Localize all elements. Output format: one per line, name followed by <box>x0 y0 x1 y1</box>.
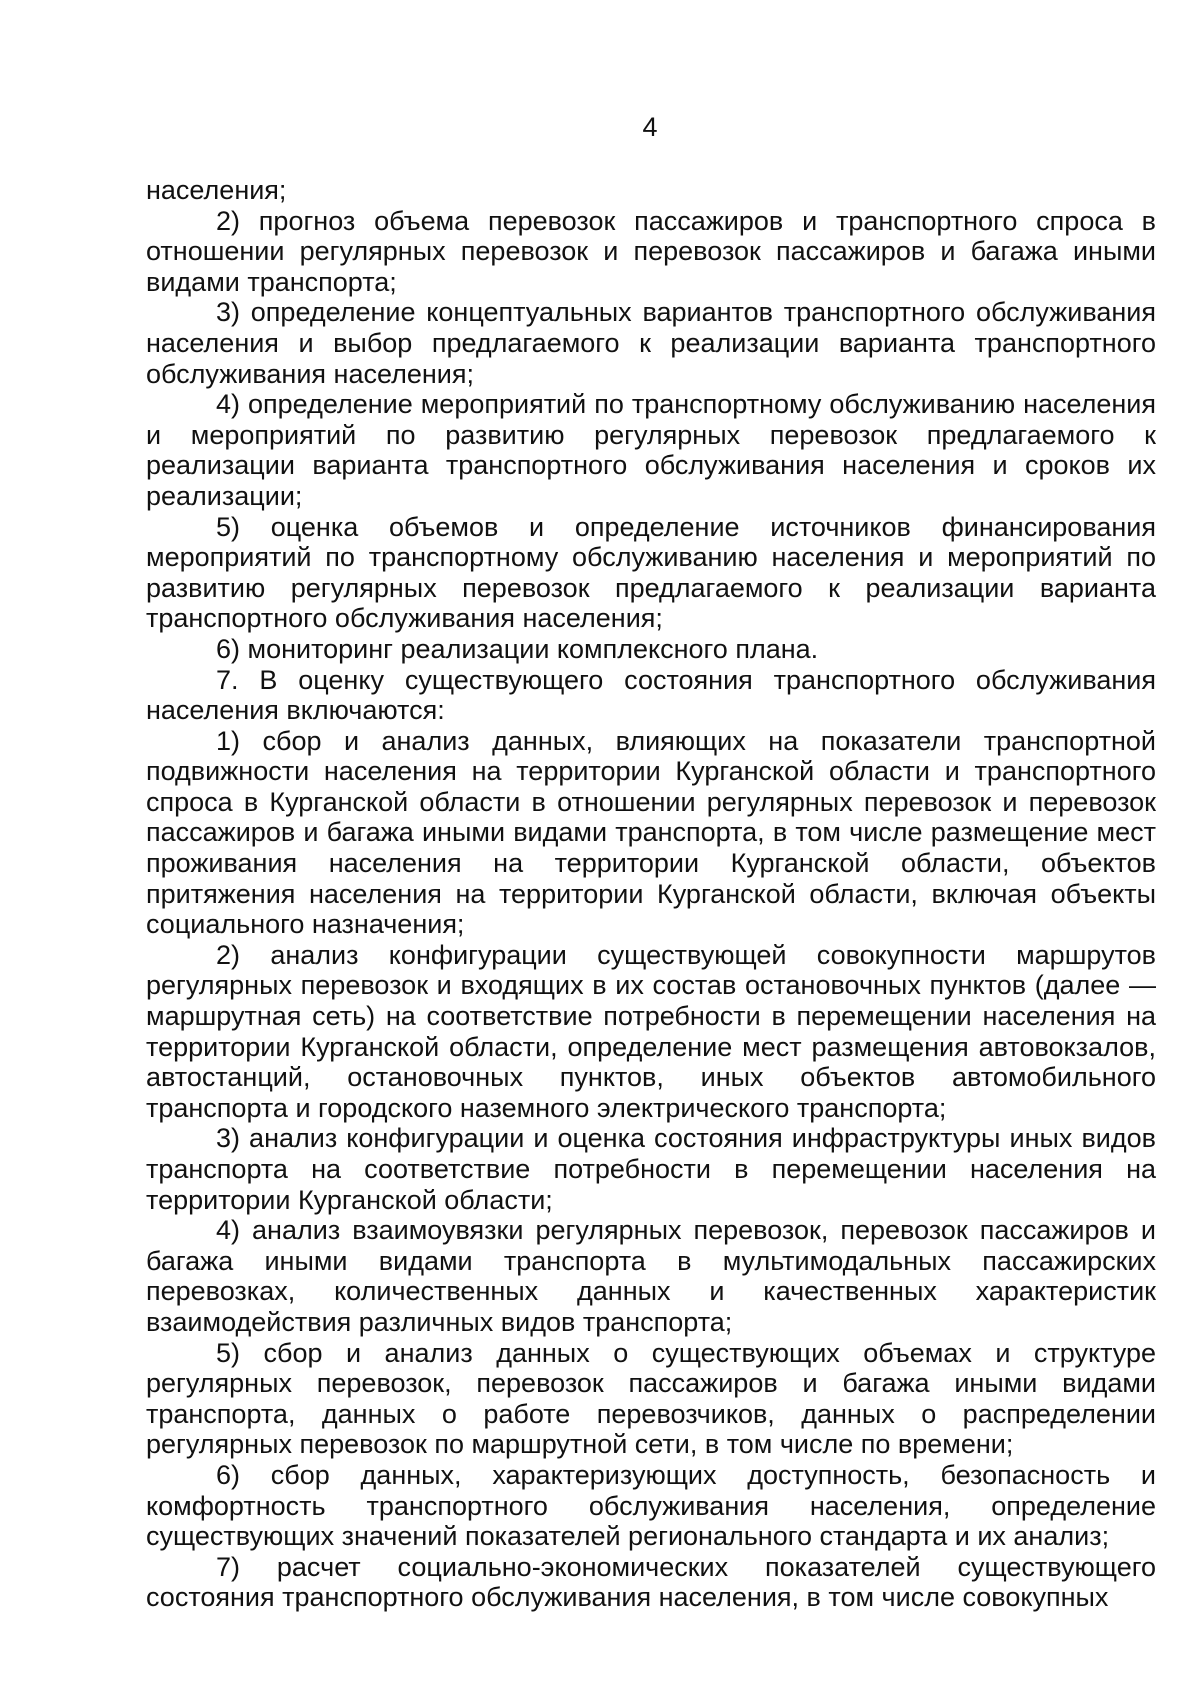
paragraph-section-7-item-3: 3) анализ конфигурации и оценка состояния инфраструктуры иных видов транспорта на соответствие потребности в перемещении населения на территории Курганской области; <box>146 1123 1156 1215</box>
document-body <box>146 175 1156 1613</box>
paragraph-section-7-item-2: 2) анализ конфигурации существующей совокупности маршрутов регулярных перевозок и входящих в их состав остановочных пунктов (далее — маршрутная сеть) на соответствие потребности в перемещении населения на территории Курганской области, определение мест размещения автовокзалов, автостанций, остановочных пунктов, иных объектов автомобильного транспорта и городского наземного электрического транспорта; <box>146 939 1156 1123</box>
paragraph-continuation: населения; <box>146 175 287 205</box>
paragraph-section-7-item-1: 1) сбор и анализ данных, влияющих на показатели транспортной подвижности населения на территории Курганской области и транспортного спроса в Курганской области в отношении регулярных перевозок и перевозок пассажиров и багажа иными видами транспорта, в том числе размещение мест проживания населения на территории Курганской области, объектов притяжения населения на территории Курганской области, включая объекты социального назначения; <box>146 725 1156 940</box>
page-number: 4 <box>642 112 658 142</box>
paragraph-section-7: 7. В оценку существующего состояния транспортного обслуживания населения включаются: <box>146 664 1156 726</box>
paragraph-item-6: 6) мониторинг реализации комплексного плана. <box>216 633 819 664</box>
paragraph-item-2: 2) прогноз объема перевозок пассажиров и транспортного спроса в отношении регулярных перевозок и перевозок пассажиров и багажа иными видами транспорта; <box>146 205 1156 297</box>
paragraph-item-5: 5) оценка объемов и определение источников финансирования мероприятий по транспортному обслуживанию населения и мероприятий по развитию регулярных перевозок предлагаемого к реализации варианта транспортного обслуживания населения; <box>146 511 1156 634</box>
paragraph-section-7-item-7: 7) расчет социально-экономических показателей существующего состояния транспортного обслуживания населения, в том числе совокупных <box>146 1551 1156 1613</box>
paragraph-section-7-item-5: 5) сбор и анализ данных о существующих объемах и структуре регулярных перевозок, перевозок пассажиров и багажа иными видами транспорта, данных о работе перевозчиков, данных о распределении регулярных перевозок по маршрутной сети, в том числе по времени; <box>146 1337 1156 1460</box>
paragraph-section-7-item-4: 4) анализ взаимоувязки регулярных перевозок, перевозок пассажиров и багажа иными видами транспорта в мультимодальных пассажирских перевозках, количественных данных и качественных характеристик взаимодействия различных видов транспорта; <box>146 1215 1156 1337</box>
paragraph-item-4: 4) определение мероприятий по транспортному обслуживанию населения и мероприятий по развитию регулярных перевозок предлагаемого к реализации варианта транспортного обслуживания населения и сроков их реализации; <box>146 389 1156 511</box>
paragraph-item-3: 3) определение концептуальных вариантов транспортного обслуживания населения и выбор предлагаемого к реализации варианта транспортного обслуживания населения; <box>146 297 1156 389</box>
paragraph-section-7-item-6: 6) сбор данных, характеризующих доступность, безопасность и комфортность транспортного обслуживания населения, определение существующих значений показателей регионального стандарта и их анализ; <box>146 1459 1156 1552</box>
